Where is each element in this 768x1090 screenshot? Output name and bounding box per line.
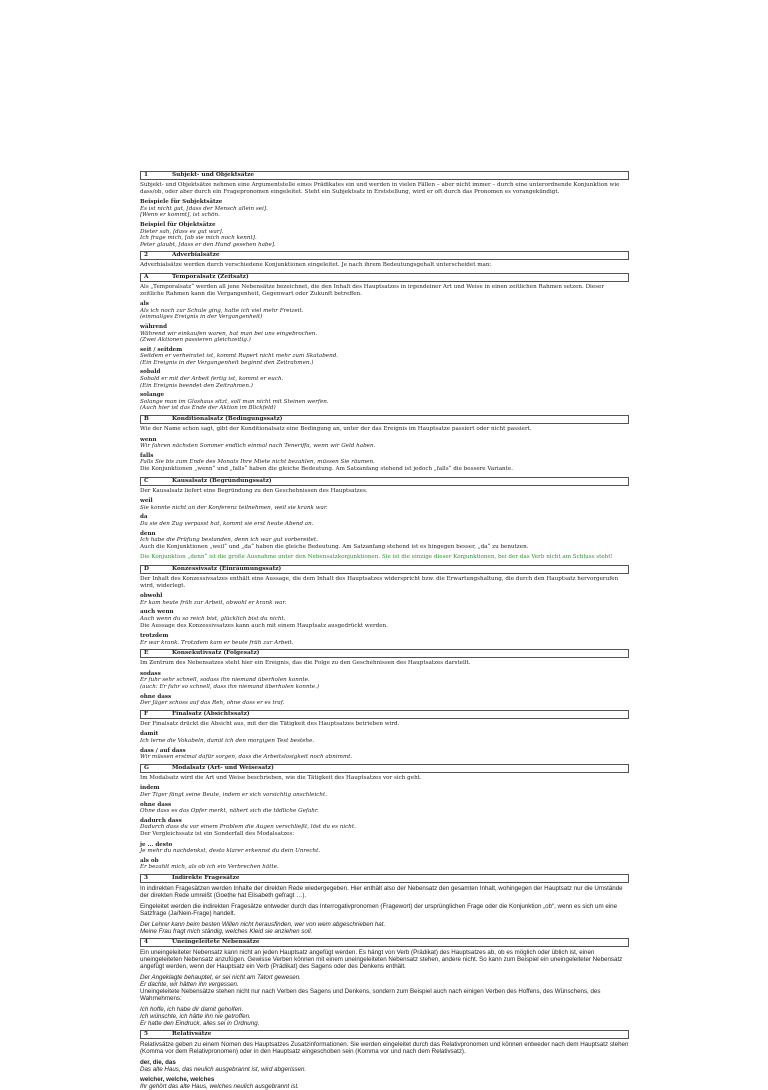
section-number: F <box>144 710 149 717</box>
keyword-label: obwohl <box>140 593 163 600</box>
example-sentence: Ohne dass es das Opfer merkt, nähert sich die tödliche Gefahr. <box>140 808 319 815</box>
section-3 <box>140 874 629 935</box>
keyword-label: trotzdem <box>140 633 169 640</box>
section-heading <box>140 1030 629 1039</box>
section-heading <box>140 938 629 947</box>
example-sentence: (Auch hier ist das Ende der Aktion im Blickfeld) <box>140 405 276 412</box>
keyword-label: welcher, welche, welches <box>140 1075 215 1083</box>
paragraph: Als „Temporalsatz“ werden all jene Nebensätze bezeichnet, die den Inhalt des Hauptsatzes in irgendeiner Art und Weise in einen zeitlichen Rahmen setzen. Dieser zeitliche Rahmen kann die Vergangenheit, Gegenwart oder Zukunft betreffen. <box>140 283 605 297</box>
section-title: Konzessivsatz (Einräumungssatz) <box>172 565 282 572</box>
paragraph: Uneingeleitete Nebensätze stehen nicht nur nach Verben des Sagens und Denkens, sondern zum Beispiel auch nach einigen Verben des Hoffens, des Wünschens, des Wahrnehmens: <box>140 987 601 1002</box>
section-title: Finalsatz (Absichtssatz) <box>172 710 250 717</box>
section-number: 4 <box>144 938 149 945</box>
section-heading <box>140 649 629 658</box>
example-sentence: Er kam heute früh zur Arbeit, obwohl er krank war. <box>140 599 287 606</box>
keyword-label: dass / auf dass <box>140 747 186 754</box>
example-sentence: (Ein Ereignis in der Vergangenheit beginnt den Zeitrahmen.) <box>140 359 314 366</box>
example-sentence: Ich wünschte, ich hätte ihn nie getroffen. <box>140 1012 251 1020</box>
paragraph: Relativsätze geben zu einem Nomen des Hauptsatzes Zusatzinformationen. Sie werden eingeleitet durch das Relativpronomen und können entweder nach dem Hauptsatz stehen (Komma vor dem Relativpronomen) oder in den Hauptsatz eingeschoben sein (Komma vor und nach dem Relativsatz). <box>140 1040 629 1055</box>
keyword-label: weil <box>140 498 153 505</box>
keyword-label: je ... desto <box>140 841 173 848</box>
paragraph: Auch die Konjunktionen „weil“ und „da“ haben die gleiche Bedeutung. Am Satzanfang stehend ist es hingegen besser, „da“ zu benutzen. <box>140 543 529 550</box>
section-number: D <box>144 565 150 572</box>
paragraph: Wie der Name schon sagt, gibt der Konditionalsatz eine Bedingung an, unter der das Ereignis im Hauptsatze passiert oder nicht passiert. <box>140 426 532 433</box>
example-sentence: Es ist nicht gut, [dass der Mensch allein sei]. <box>140 205 268 212</box>
paragraph: Der Vergleichssatz ist ein Sonderfall des Modalsatzes: <box>140 830 295 837</box>
paragraph: Adverbialsätze werden durch verschiedene Konjunktionen eingeleitet. Je nach ihrem Bedeutungsgehalt unterscheidet man: <box>140 262 492 269</box>
example-sentence: [Wenn er kommt], ist schön. <box>140 212 220 219</box>
section-heading <box>140 764 629 773</box>
section-1 <box>140 171 629 248</box>
keyword-label: denn <box>140 530 156 537</box>
example-sentence: Der Jäger schoss auf das Reh, ohne dass er es traf. <box>140 700 285 707</box>
keyword-label: solange <box>140 392 165 399</box>
section-title: Konsekutivsatz (Folgesatz) <box>172 650 260 657</box>
paragraph: Eingeleitet werden die indirekten Fragesätze entweder durch das Interrogativpronomen (Fragewort) der ursprünglichen Frage oder die Konjunktion „ob“, wenn es sich um eine Satzfrage (Ja/Nein-Frage) handelt. <box>140 902 618 917</box>
example-sentence: (Zwei Aktionen passieren gleichzeitig.) <box>140 337 251 344</box>
keyword-label: der, die, das <box>140 1058 176 1066</box>
section-heading <box>140 565 629 574</box>
keyword-label: wenn <box>140 436 157 443</box>
keyword-label: auch wenn <box>140 609 174 616</box>
example-sentence: Das alte Haus, das neulich ausgebrannt ist, wird abgerissen. <box>140 1065 307 1073</box>
document-page <box>140 168 629 1090</box>
section-number: B <box>144 416 149 423</box>
section-title: Subjekt- und Objektsätze <box>172 172 255 178</box>
keyword-label: indem <box>140 785 160 792</box>
section-c <box>140 477 629 561</box>
keyword-label: damit <box>140 731 159 738</box>
example-sentence: Sobald er mit der Arbeit fertig ist, kommt er euch. <box>140 376 284 383</box>
section-heading <box>140 273 629 282</box>
keyword-label: Beispiel für Objektsätze <box>140 221 216 228</box>
section-heading <box>140 874 629 883</box>
section-5 <box>140 1030 629 1090</box>
keyword-label: falls <box>140 452 154 459</box>
example-sentence: Der Angeklagte behauptet, er sei nicht am Tatort gewesen. <box>140 973 301 981</box>
example-sentence: Dadurch dass du vor einem Problem die Augen verschließt, löst du es nicht. <box>140 824 356 831</box>
example-sentence: Je mehr du nachdenkst, desto klarer erkennst du dein Unrecht. <box>140 848 321 855</box>
section-heading <box>140 477 629 486</box>
example-sentence: Seitdem er verheiratet ist, kommt Rupert nicht mehr zum Skatabend. <box>140 353 339 360</box>
example-sentence: Ich lerne die Vokabeln, damit ich den morgigen Test bestehe. <box>140 738 315 745</box>
paragraph: Die Konjunktionen „wenn“ und „falls“ haben die gleiche Bedeutung. Am Satzanfang stehend ist jedoch „falls“ die bessere Variante. <box>140 466 513 472</box>
section-title: Konditionalsatz (Bedingungssatz) <box>172 416 283 423</box>
section-g <box>140 764 629 871</box>
section-number: C <box>144 477 149 484</box>
paragraph: Der Kausalsatz liefert eine Begründung zu den Geschehnissen des Hauptsatzes. <box>140 487 368 494</box>
section-heading <box>140 171 629 180</box>
section-title: Adverbialsätze <box>172 252 220 259</box>
keyword-label: sobald <box>140 369 161 376</box>
example-sentence: (Ein Ereignis beendet den Zeitrahmen.) <box>140 382 253 389</box>
paragraph: Der Inhalt des Konzessivsatzes enthält eine Aussage, die dem Inhalt des Hauptsatzes widerspricht bzw. die Erwartungshaltung, die durch den Hauptsatz hervorgerufen wird, widerlegt. <box>140 575 619 589</box>
section-number: G <box>144 764 149 771</box>
section-heading <box>140 251 629 260</box>
section-number: 2 <box>144 252 149 259</box>
paragraph: Die Aussage des Konzessivsatzes kann auch mit einem Hauptsatz ausgedrückt werden. <box>140 622 388 629</box>
section-number: A <box>144 273 149 280</box>
example-sentence: Meine Frau fragt mich ständig, welches Kleid sie anziehen soll. <box>140 927 313 935</box>
keyword-label: während <box>140 323 167 330</box>
example-sentence: Wir fahren nächsten Sommer endlich einmal nach Teneriffa, wenn wir Geld haben. <box>140 443 376 450</box>
section-number: 3 <box>144 874 149 881</box>
paragraph: Ein uneingeleiteter Nebensatz kann nicht an jeden Hauptsatz angefügt werden. Es hängt von Verb (Prädikat) des Hauptsatzes ab, ob es möglich oder üblich ist, einen uneingeleiteten Nebensatz anzufügen. Gewisse Verben können mit einem uneingeleiteten Nebensatz stehen, andere nicht. So kann zum Beispiel ein uneingeleiteter Nebensatz angefügt werden, wenn der Hauptsatz ein Verb (Prädikat) des Sagens oder des Denkens enthält. <box>140 948 623 970</box>
example-sentence: Dieter sah, [dass es gut war]. <box>140 228 224 235</box>
keyword-label: ohne dass <box>140 801 172 808</box>
example-sentence: Der Tiger fängt seine Beute, indem er sich vorsichtig anschleicht. <box>140 792 328 798</box>
keyword-label: Beispiele für Subjektsätze <box>140 199 223 206</box>
example-sentence: Peter glaubt, [dass er den Hund gesehen habe]. <box>140 241 276 248</box>
example-sentence: Da sie den Zug verpasst hat, kommt sie erst heute Abend an. <box>140 520 314 527</box>
section-title: Relativsätze <box>172 1030 212 1037</box>
keyword-label: dadurch dass <box>140 817 182 824</box>
example-sentence: (einmaliges Ereignis in der Vergangenheit) <box>140 314 263 321</box>
example-sentence: Während wir einkaufen waren, hat man bei uns eingebrochen. <box>140 330 318 337</box>
example-sentence: Wir müssen erstmal dafür sorgen, dass die Arbeitslosigkeit noch abnimmt. <box>140 754 353 761</box>
keyword-label: als <box>140 301 149 308</box>
example-sentence: Als ich noch zur Schule ging, hatte ich viel mehr Freizeit. <box>140 307 304 314</box>
paragraph: Im Zentrum des Nebensatzes steht hier ein Ereignis, das die Folge zu den Geschehnissen des Hauptsatzes darstellt. <box>140 660 471 667</box>
paragraph: Subjekt- und Objektsätze nehmen eine Argumentstelle eines Prädikates ein und werden in vielen Fällen – aber nicht immer – durch eine unterordnende Konjunktion wie dass/ob, oder aber durch ein Fragepronomen eingeleitet. Steht ein Subjektsatz in Erststellung, wird er oft durch das Pronomen es vorangekündigt. <box>140 182 620 195</box>
section-number: 1 <box>144 172 149 178</box>
keyword-label: als ob <box>140 857 159 864</box>
example-sentence: Er hatte den Eindruck, alles sei in Ordnung. <box>140 1019 260 1027</box>
example-sentence: Er dachte, wir hätten ihn vergessen. <box>140 980 239 988</box>
example-sentence: Der Lehrer kann beim besten Willen nicht herausfinden, wer von wem abgeschrieben hat. <box>140 920 386 928</box>
example-sentence: Ich hoffe, ich habe dir damit geholfen. <box>140 1005 244 1013</box>
section-title: Modalsatz (Art- und Weisesatz) <box>172 764 274 771</box>
example-sentence: Solange man im Glashaus sitzt, soll man nicht mit Steinen werfen. <box>140 398 329 405</box>
paragraph: Im Modalsatz wird die Art und Weise beschrieben, wie die Tätigkeit des Hauptsatzes vor sich geht. <box>140 774 422 781</box>
example-sentence: Falls Sie bis zum Ende des Monats Ihre Miete nicht bezahlen, müssen Sie räumen. <box>140 459 375 466</box>
paragraph: Der Finalsatz drückt die Absicht aus, mit der die Tätigkeit des Hauptsatzes betrieben wird. <box>140 720 400 727</box>
example-sentence: Ich habe die Prüfung bestanden, denn ich war gut vorbereitet. <box>140 537 318 544</box>
example-sentence: (auch: Er fuhr so schnell, dass ihn niemand überholen konnte.) <box>140 684 320 691</box>
section-e <box>140 649 629 707</box>
section-number: E <box>144 650 149 657</box>
section-heading <box>140 710 629 719</box>
example-sentence: Er fuhr sehr schnell, sodass ihn niemand überholen konnte. <box>140 677 310 684</box>
paragraph: In indirekten Fragesätzen werden Inhalte der direkten Rede wiedergegeben. Hier enthält also der Nebensatz den gesamten Inhalt, wohingegen der Hauptsatz nur die Umstände der direkten Rede umreißt (Goethe hat Elisabeth gefragt …). <box>140 884 623 899</box>
example-sentence: Sie konnte nicht an der Konferenz teilnehmen, weil sie krank war. <box>140 504 328 511</box>
section-b <box>140 415 629 473</box>
section-title: Temporalsatz (Zeitsatz) <box>172 273 249 280</box>
example-sentence: Er war krank. Trotzdem kam er heute früh zur Arbeit. <box>140 639 294 646</box>
example-sentence: Auch wenn du so reich bist, glücklich bist du nicht. <box>140 615 286 622</box>
example-sentence: Ihr gehört das alte Haus, welches neulich ausgebrannt ist. <box>140 1082 299 1090</box>
section-f <box>140 710 629 761</box>
section-4 <box>140 938 629 1027</box>
section-title: Indirekte Fragesätze <box>172 874 240 881</box>
section-heading <box>140 415 629 424</box>
keyword-label: seit / seitdem <box>140 346 183 353</box>
highlight-note: Die Konjunktion „denn“ ist die große Ausnahme unter den Nebensatzkonjunktionen. Sie ist die einzige dieser Konjunktionen, bei der das Verb nicht am Schluss steht! <box>140 554 613 561</box>
section-a <box>140 273 629 412</box>
example-sentence: Ich frage mich, [ob sie mich noch kennt]. <box>140 235 257 242</box>
section-title: Kausalsatz (Begründungssatz) <box>172 477 272 484</box>
section-title: Uneingeleitete Nebensätze <box>172 938 260 945</box>
keyword-label: ohne dass <box>140 693 172 700</box>
section-d <box>140 565 629 646</box>
example-sentence: Er bezahlt mich, als ob ich ein Verbrechen hätte. <box>140 864 279 871</box>
keyword-label: sodass <box>140 670 161 677</box>
section-2 <box>140 251 629 269</box>
keyword-label: da <box>140 514 148 521</box>
section-number: 5 <box>144 1030 149 1037</box>
